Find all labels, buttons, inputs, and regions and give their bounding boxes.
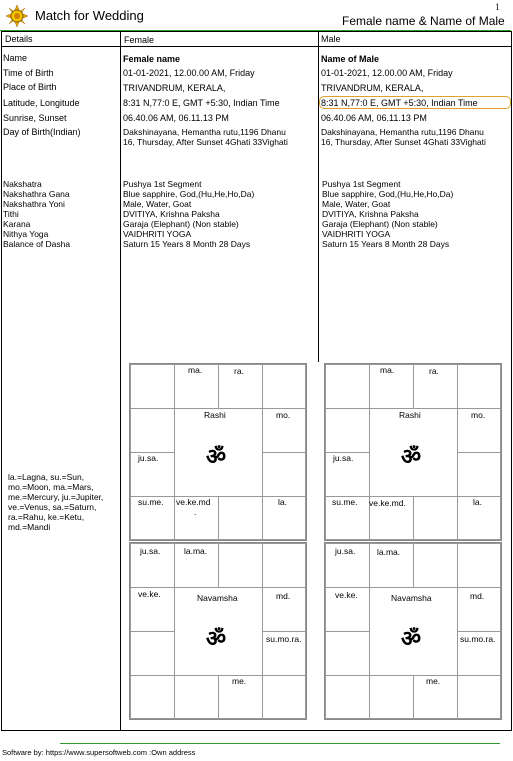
column-header-female: Female bbox=[124, 35, 155, 45]
chart-title: Rashi bbox=[204, 410, 226, 420]
chart-label: ma. bbox=[380, 365, 395, 375]
chart-label: ju.sa. bbox=[140, 546, 161, 556]
footer-credit: Software by: https://www.supersoftweb.com :Own address bbox=[2, 748, 196, 757]
chart-label: . bbox=[194, 507, 197, 517]
table-left-border bbox=[1, 31, 2, 731]
om-icon: ॐ bbox=[401, 627, 422, 652]
label-name: Name bbox=[3, 53, 28, 63]
legend-line: me.=Mercury, ju.=Jupiter, bbox=[8, 492, 104, 502]
label-lat-long: Latitude, Longitude bbox=[3, 98, 80, 108]
male-day-line2: 16, Thursday, After Sunset 4Ghati 33Vighati bbox=[321, 137, 486, 147]
column-header-details: Details bbox=[5, 34, 33, 44]
legend-line: md.=Mandi bbox=[8, 522, 51, 532]
chart-label: md. bbox=[276, 591, 291, 601]
label-balance-dasha: Balance of Dasha bbox=[3, 239, 71, 249]
label-nakshatra-gana: Nakshathra Gana bbox=[3, 189, 70, 199]
chart-label: ma. bbox=[188, 365, 203, 375]
label-day-of-birth: Day of Birth(Indian) bbox=[3, 127, 81, 137]
chart-label: ve.ke. bbox=[335, 590, 358, 600]
male-navamsha-chart bbox=[324, 542, 502, 720]
legend-line: la.=Lagna, su.=Sun, bbox=[8, 472, 85, 482]
legend-line: ra.=Rahu, ke.=Ketu, bbox=[8, 512, 85, 522]
chart-label: la. bbox=[473, 497, 482, 507]
male-name: Name of Male bbox=[321, 54, 380, 64]
female-name: Female name bbox=[123, 54, 181, 64]
chart-label: ra. bbox=[429, 366, 439, 376]
om-icon: ॐ bbox=[401, 445, 422, 470]
table-top-border bbox=[1, 31, 512, 32]
legend-line: ve.=Venus, sa.=Saturn, bbox=[8, 502, 97, 512]
page-number: 1 bbox=[495, 2, 500, 12]
chart-label: ve.ke.md bbox=[176, 497, 211, 507]
male-sunrise-sunset: 06.40.06 AM, 06.11.13 PM bbox=[321, 113, 427, 123]
chart-label: me. bbox=[426, 676, 441, 686]
label-nithya-yoga: Nithya Yoga bbox=[3, 229, 49, 239]
chart-label: ju.sa. bbox=[138, 453, 159, 463]
chart-label: ve.ke.md. bbox=[369, 498, 406, 508]
page-title: Match for Wedding bbox=[35, 8, 144, 23]
chart-label: la.ma. bbox=[184, 546, 208, 556]
male-yoga: VAIDHRITI YOGA bbox=[322, 229, 391, 239]
chart-label: ju.sa. bbox=[335, 546, 356, 556]
male-rashi-chart bbox=[324, 363, 502, 541]
male-yoni: Male, Water, Goat bbox=[322, 199, 391, 209]
female-tithi: DVITIYA, Krishna Paksha bbox=[123, 209, 220, 219]
female-time-of-birth: 01-01-2021, 12.00.00 AM, Friday bbox=[123, 68, 255, 78]
chart-label: la. bbox=[278, 497, 287, 507]
male-day-line1: Dakshinayana, Hemantha rutu,1196 Dhanu bbox=[321, 127, 484, 137]
male-tithi: DVITIYA, Krishna Paksha bbox=[322, 209, 419, 219]
chart-label: su.me. bbox=[138, 497, 164, 507]
male-time-of-birth: 01-01-2021, 12.00.00 AM, Friday bbox=[321, 68, 453, 78]
female-yoga: VAIDHRITI YOGA bbox=[123, 229, 192, 239]
female-day-line1: Dakshinayana, Hemantha rutu,1196 Dhanu bbox=[123, 127, 286, 137]
chart-label: su.mo.ra. bbox=[460, 634, 496, 644]
label-sunrise-sunset: Sunrise, Sunset bbox=[3, 113, 67, 123]
female-nakshatra: Pushya 1st Segment bbox=[123, 179, 202, 189]
om-icon: ॐ bbox=[206, 627, 227, 652]
male-place-of-birth: TRIVANDRUM, KERALA, bbox=[321, 83, 424, 93]
om-icon: ॐ bbox=[206, 445, 227, 470]
sun-emblem-icon bbox=[6, 5, 28, 27]
chart-label: su.mo.ra. bbox=[266, 634, 302, 644]
chart-title: Rashi bbox=[399, 410, 421, 420]
column-header-male: Male bbox=[321, 34, 341, 44]
female-place-of-birth: TRIVANDRUM, KERALA, bbox=[123, 83, 226, 93]
chart-label: ju.sa. bbox=[333, 453, 354, 463]
chart-label: la.ma. bbox=[377, 547, 401, 557]
female-lat-long: 8:31 N,77:0 E, GMT +5:30, Indian Time bbox=[123, 98, 280, 108]
label-tithi: Tithi bbox=[3, 209, 19, 219]
table-bottom-border bbox=[1, 730, 512, 731]
chart-label: me. bbox=[232, 676, 247, 686]
chart-label: mo. bbox=[471, 410, 486, 420]
female-day-line2: 16, Thursday, After Sunset 4Ghati 33Vighati bbox=[123, 137, 288, 147]
chart-title: Navamsha bbox=[197, 593, 238, 603]
table-col-divider-1 bbox=[120, 31, 121, 731]
label-karana: Karana bbox=[3, 219, 31, 229]
female-rashi-chart bbox=[129, 363, 307, 541]
male-karana: Garaja (Elephant) (Non stable) bbox=[322, 219, 438, 229]
label-time-of-birth: Time of Birth bbox=[3, 68, 54, 78]
male-gana: Blue sapphire, God,(Hu,He,Ho,Da) bbox=[322, 189, 454, 199]
chart-label: su.me. bbox=[332, 497, 358, 507]
table-header-divider bbox=[1, 46, 512, 47]
chart-label: md. bbox=[470, 591, 485, 601]
label-place-of-birth: Place of Birth bbox=[3, 82, 57, 92]
female-gana: Blue sapphire, God,(Hu,He,Ho,Da) bbox=[123, 189, 255, 199]
label-nakshatra: Nakshatra bbox=[3, 179, 42, 189]
female-yoni: Male, Water, Goat bbox=[123, 199, 192, 209]
male-dasha: Saturn 15 Years 8 Month 28 Days bbox=[322, 239, 450, 249]
male-lat-long: 8:31 N,77:0 E, GMT +5:30, Indian Time bbox=[321, 98, 478, 108]
chart-label: mo. bbox=[276, 410, 291, 420]
header-right-title: Female name & Name of Male bbox=[342, 14, 505, 28]
female-karana: Garaja (Elephant) (Non stable) bbox=[123, 219, 239, 229]
legend-line: mo.=Moon, ma.=Mars, bbox=[8, 482, 94, 492]
label-nakshatra-yoni: Nakshathra Yoni bbox=[3, 199, 65, 209]
female-navamsha-chart bbox=[129, 542, 307, 720]
table-col-divider-2 bbox=[318, 31, 319, 362]
female-sunrise-sunset: 06.40.06 AM, 06.11.13 PM bbox=[123, 113, 229, 123]
table-right-border bbox=[511, 31, 512, 731]
chart-label: ra. bbox=[234, 366, 244, 376]
female-dasha: Saturn 15 Years 8 Month 28 Days bbox=[123, 239, 251, 249]
footer-accent-line bbox=[60, 743, 500, 744]
male-nakshatra: Pushya 1st Segment bbox=[322, 179, 401, 189]
chart-label: ve.ke. bbox=[138, 589, 161, 599]
chart-title: Navamsha bbox=[391, 593, 432, 603]
